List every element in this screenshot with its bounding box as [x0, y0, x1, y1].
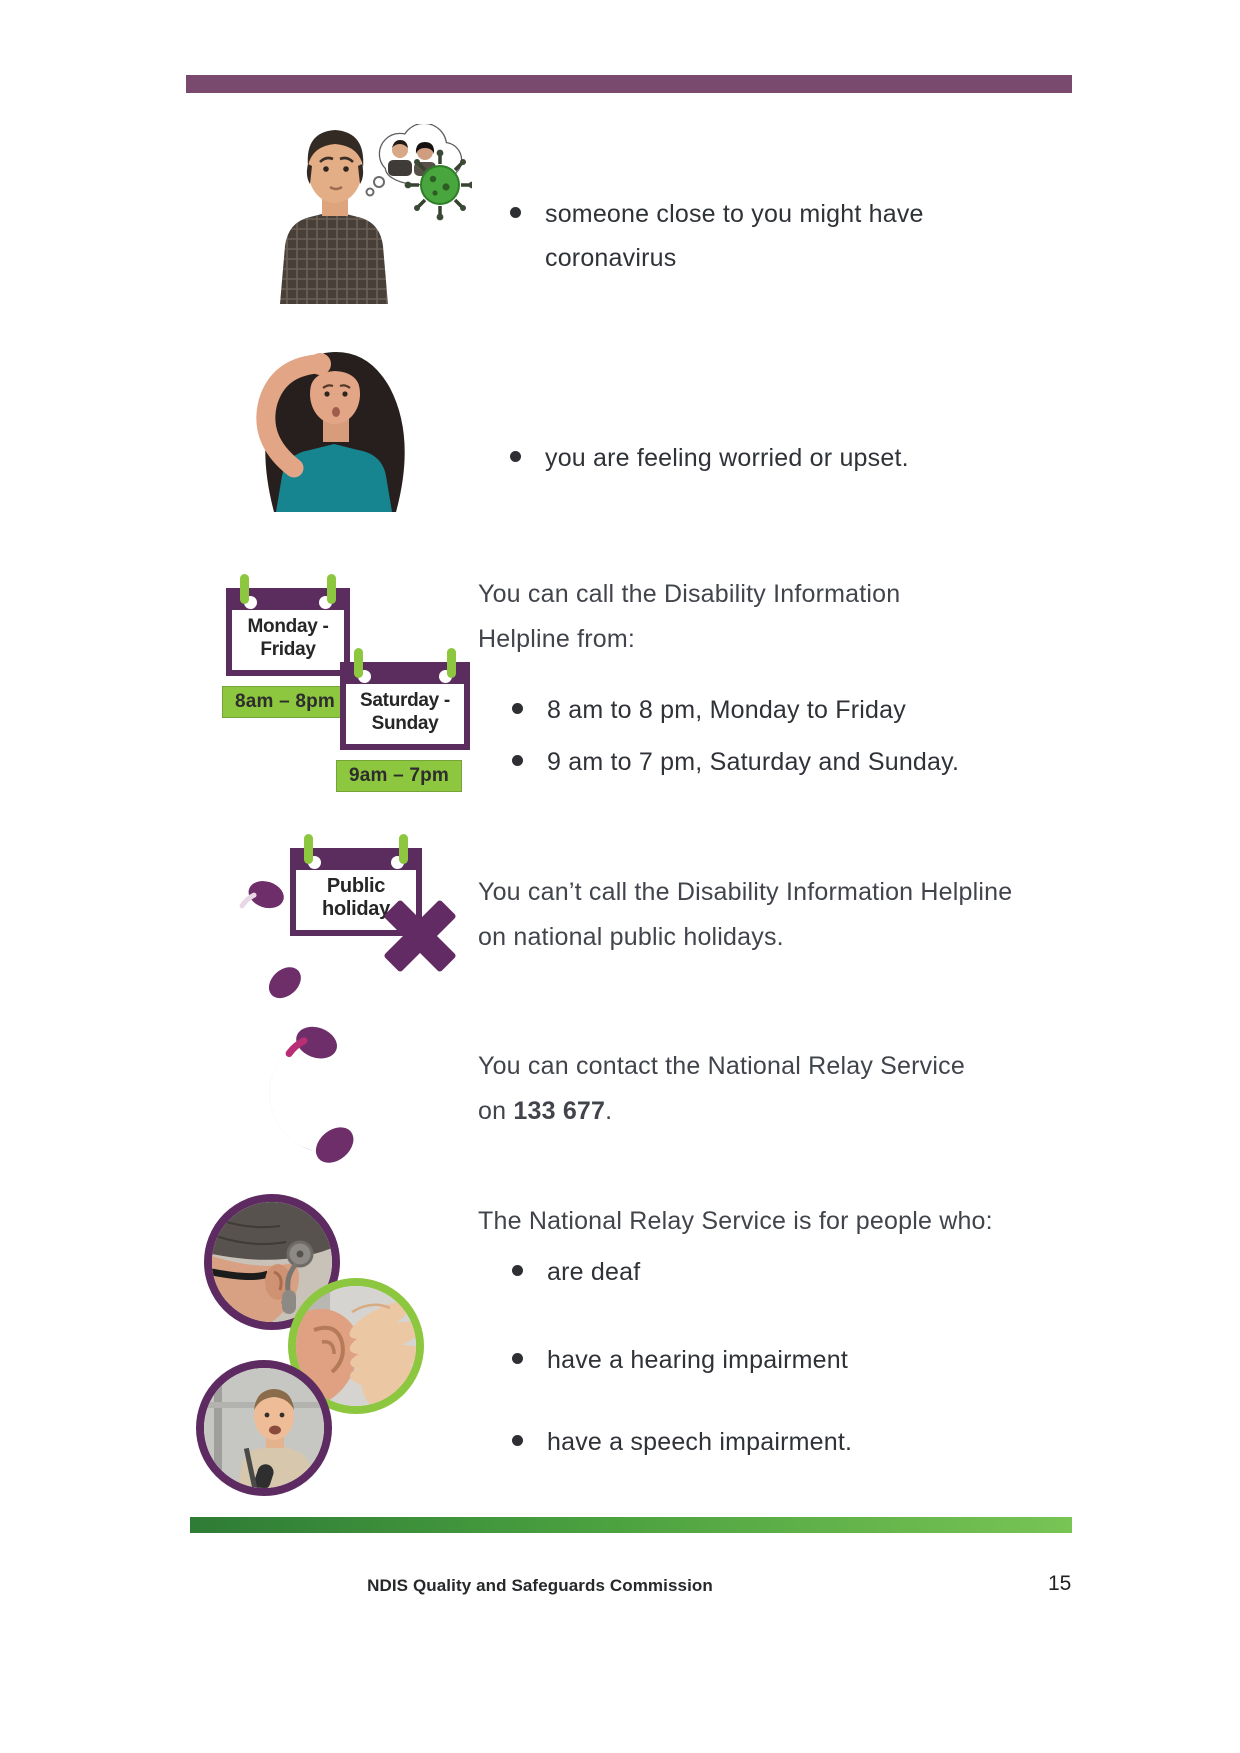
weekend-calendar-icon	[340, 662, 470, 750]
relay-bullet-text: have a speech impairment.	[547, 1428, 853, 1456]
helpline-hours-item	[512, 688, 906, 732]
calendar-days-label: Sunday	[371, 713, 439, 734]
reason-bullet-item	[510, 192, 1015, 280]
worried-woman-illustration	[228, 340, 443, 512]
helpline-intro-line1: You can call the Disability Information	[478, 580, 901, 608]
relay-contact-line1: You can contact the National Relay Service	[478, 1052, 965, 1080]
reason-bullet-text: someone close to you might have coronavirus	[545, 200, 924, 272]
footer-text: NDIS Quality and Safeguards Commission	[367, 1576, 713, 1595]
calendar-days-label: holiday	[322, 898, 390, 920]
pin-icon	[304, 834, 313, 864]
pin-icon	[240, 574, 249, 604]
relay-bullet-item	[512, 1338, 848, 1382]
relay-bullet-text: have a hearing impairment	[547, 1346, 848, 1374]
bullet-dot	[512, 1435, 523, 1446]
helpline-hours-item	[512, 740, 959, 784]
pin-icon	[327, 574, 336, 604]
bullet-dot	[510, 207, 521, 218]
top-divider-bar	[186, 75, 1072, 93]
pin-icon	[354, 648, 363, 678]
relay-bullet-item	[512, 1250, 640, 1294]
calendar-days-label: Public	[326, 875, 386, 897]
weekday-hours-tag: 8am – 8pm	[222, 686, 348, 718]
pin-icon	[399, 834, 408, 864]
bullet-dot	[512, 1265, 523, 1276]
relay-contact-line2	[478, 1095, 612, 1127]
helpline-hours-text: 8 am to 8 pm, Monday to Friday	[547, 696, 906, 724]
calendar-days-label: Monday -	[247, 616, 329, 637]
relay-contact-prefix: on	[478, 1097, 514, 1125]
weekday-calendar-icon	[226, 588, 350, 676]
calendar-days-label: Saturday -	[360, 690, 450, 711]
page-number: 15	[1048, 1572, 1072, 1595]
relay-for-title: The National Relay Service is for people who:	[478, 1207, 993, 1235]
bullet-dot	[512, 755, 523, 766]
relay-contact-suffix: .	[605, 1097, 613, 1125]
calendar-days-label: Friday	[260, 639, 316, 660]
photo-speech	[196, 1360, 332, 1496]
worried-man-illustration	[222, 124, 472, 304]
pin-icon	[447, 648, 456, 678]
bullet-dot	[512, 703, 523, 714]
helpline-closed-line1: You can’t call the Disability Information Helpline	[478, 878, 1013, 906]
helpline-intro-line2: Helpline from:	[478, 625, 636, 653]
thought-bubble-icon	[367, 124, 473, 220]
relay-bullet-item	[512, 1420, 852, 1464]
reason-bullet-text: you are feeling worried or upset.	[545, 444, 909, 472]
virus-icon	[405, 150, 472, 221]
relay-bullet-text: are deaf	[547, 1258, 641, 1286]
bullet-dot	[512, 1353, 523, 1364]
bullet-dot	[510, 451, 521, 462]
helpline-hours-text: 9 am to 7 pm, Saturday and Sunday.	[547, 748, 960, 776]
cross-icon	[378, 894, 462, 978]
relay-phone-icon	[240, 1024, 365, 1172]
helpline-closed-line2: on national public holidays.	[478, 923, 784, 951]
weekend-hours-tag: 9am – 7pm	[336, 760, 462, 792]
relay-number: 133 677	[513, 1097, 606, 1125]
bottom-divider-bar	[190, 1517, 1072, 1533]
reason-bullet-item	[510, 436, 909, 480]
